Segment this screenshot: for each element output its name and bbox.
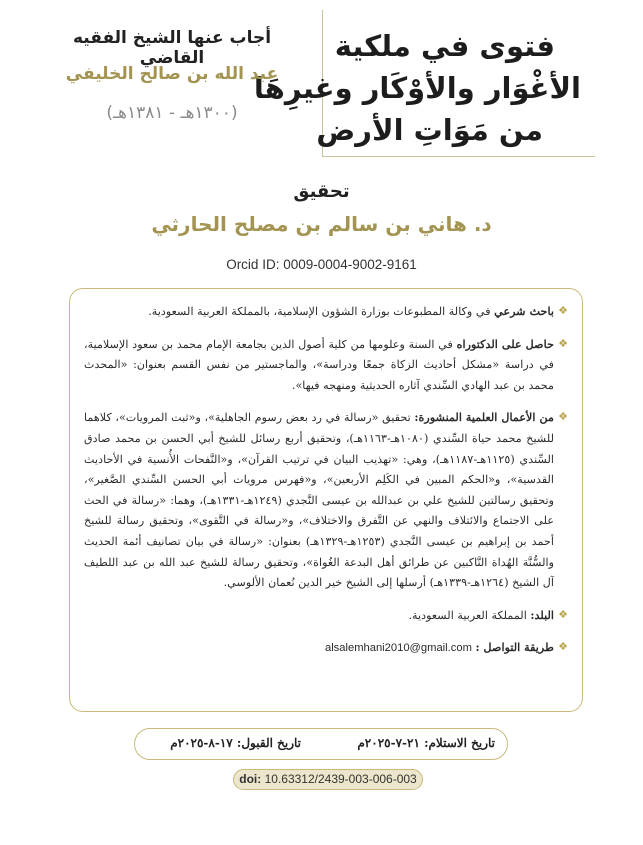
bio-item-degree [84, 334, 568, 397]
doi-label: doi: [239, 772, 262, 786]
author-dates: (١٣٠٠هـ - ١٣٨١هـ) [106, 103, 238, 123]
tahqiq-label: تحقيق [293, 181, 350, 202]
bio-item-contact [84, 637, 568, 659]
bio-label: من الأعمال العلمية المنشورة: [414, 410, 554, 425]
bio-label: باحث شرعي [494, 304, 554, 318]
title-line-1: فتوى في ملكية [334, 29, 555, 63]
bio-text: تحقيق «رسالة في رد بعض رسوم الجاهلية»، و«ثبت المرويات»، كلاهما للشيخ محمد حياة السِّندي (١٠٨٠هـ-١١٦٣هـ)، وتحقيق أربع رسائل للشيخ أبي الحسن بن محمد صادق السِّندي (١١٢٥هـ-١١٨٧هـ)، وهي: «تهذيب البيان في ترتيب القرآن»، و«النَّفحات الأُنسية في الأحاديث القدسية»، و«الحكم المبين في الكَلِم الأربعين»، و«فهرس مرويات أبي الحسن السِّندي الصَّغير»، وتحقيق رسالتين للشيخ علي بن عبدالله بن عيسى النَّجدي (١٢٤٩هـ-١٣٣١هـ)، وهما: «رسالة في الحث على الاجتماع والائتلاف والنهي عن التَّفرق والاختلاف»، و«رسالة في التَّقوى»، وتحقيق رسالة للشيخ أحمد بن إبراهيم بن عيسى النَّجدي (١٢٥٣هـ-١٣٢٩هـ) بعنوان: «رسالة في بيان تصانيف أئمة الحديث والسُّنَّة الهُداة النَّاكبين عن طرائق أهل البدعة الغُواة»، وتحقيق رسالة للشيخ عبد الله بن عبد اللطيف آل الشيخ (١٢٦٤هـ-١٣٣٩هـ) أرسلها إلى الشيخ خير الدين نُعمان الألوسي. [84, 411, 554, 590]
diamond-bullet-icon: ❖ [558, 640, 568, 654]
doi-value: 10.63312/2439-003-006-003 [264, 772, 417, 786]
orcid-id: Orcid ID: 0009-0004-9002-9161 [226, 257, 417, 272]
bio-text: في وكالة المطبوعات بوزارة الشؤون الإسلامية، بالمملكة العربية السعودية. [148, 305, 495, 318]
contact-label: طريقة التواصل : [475, 640, 554, 655]
author-name: عبد الله بن صالح الخليفي [65, 64, 279, 84]
bio-item-position [84, 301, 568, 323]
answer-line: أجاب عنها الشيخ الفقيه القاضي [72, 28, 272, 68]
doi-badge[interactable] [233, 769, 423, 790]
diamond-bullet-icon: ❖ [558, 410, 568, 424]
accepted-date: تاريخ القبول: ١٧-٨-٢٠٢٥م [170, 736, 301, 750]
diamond-bullet-icon: ❖ [558, 607, 568, 621]
title-block [253, 10, 595, 157]
bio-item-country [84, 605, 568, 627]
email-link[interactable]: alsalemhani2010@gmail.com [324, 642, 472, 655]
editor-name: د. هاني بن سالم بن مصلح الحارثي [151, 212, 492, 236]
received-date: تاريخ الاستلام: ٢١-٧-٢٠٢٥م [357, 736, 495, 750]
title-line-3: من مَوَاتِ الأرض [316, 113, 543, 147]
dates-box [134, 728, 508, 760]
bio-label: حاصل على الدكتوراه [456, 336, 554, 351]
title-line-2: الأغْوَار والأوْكَار وغيرِهَا [253, 71, 581, 105]
bio-item-works [84, 407, 568, 593]
bio-text: في السنة وعلومها من كلية أصول الدين بجامعة الإمام محمد بن سعود الإسلامية، في دراسة «مشكل أحاديث الزكاة جمعًا ودراسة»، والماجستير من نفس القسم بعنوان: «المحدث محمد بن عبد الهادي السِّندي آثاره الحديثية ومنهجه فيها». [84, 337, 554, 392]
diamond-bullet-icon: ❖ [558, 304, 568, 317]
bio-text: المملكة العربية السعودية. [408, 608, 531, 622]
diamond-bullet-icon: ❖ [558, 336, 568, 350]
bio-box [69, 288, 583, 712]
bio-label: البلد: [530, 607, 554, 622]
